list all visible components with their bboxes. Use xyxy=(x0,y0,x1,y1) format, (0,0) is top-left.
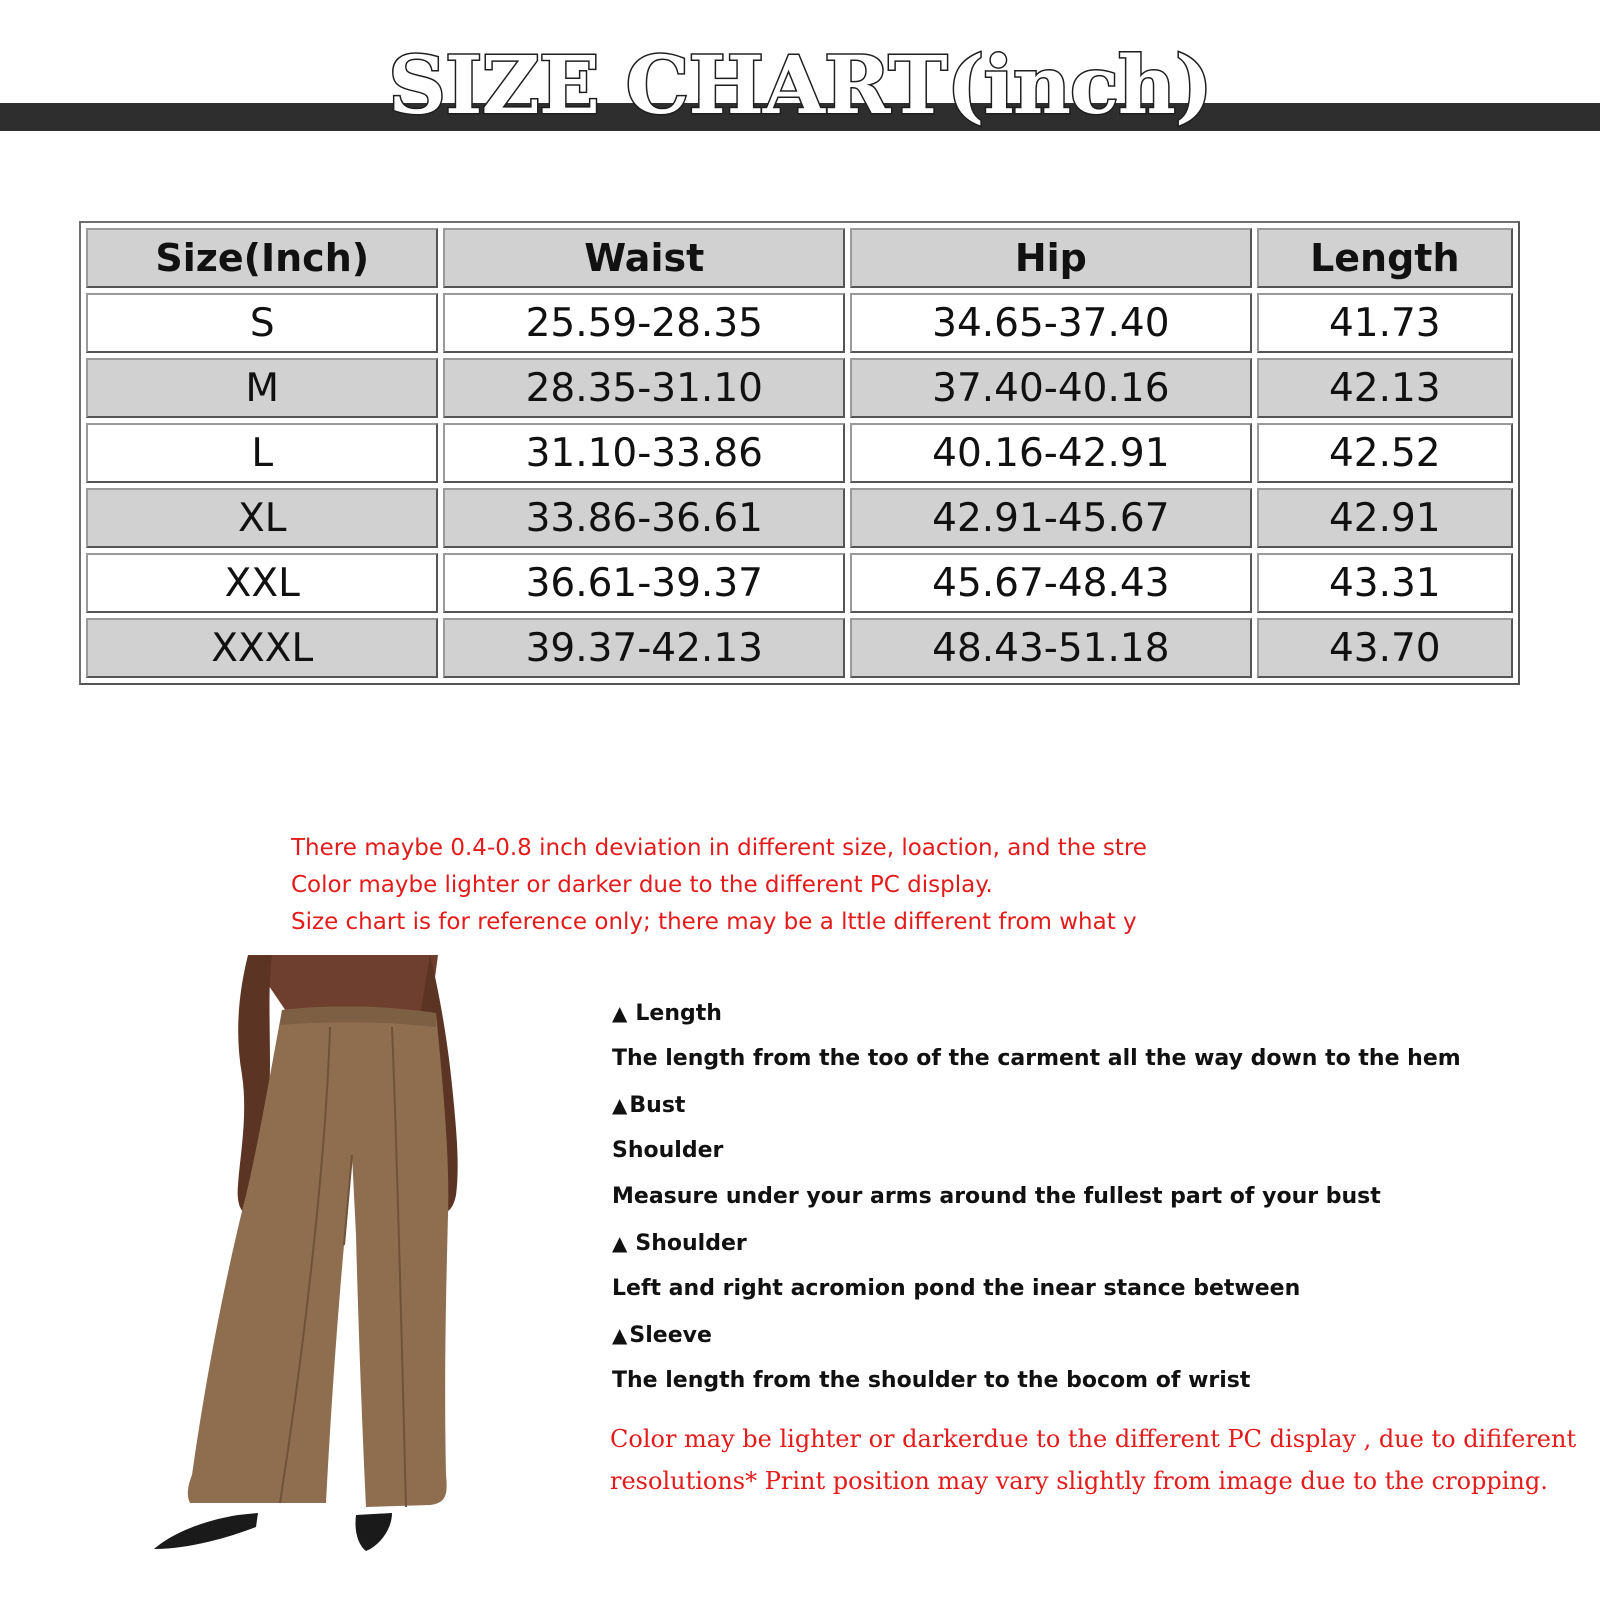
table-cell-hip: 34.65-37.40 xyxy=(850,293,1252,353)
triangle-up-icon: ▲ xyxy=(612,1231,628,1255)
table-cell-waist: 28.35-31.10 xyxy=(443,358,845,418)
note-line: Color may be lighter or darkerdue to the different PC display , due to dififerent xyxy=(610,1425,1577,1453)
column-header-length: Length xyxy=(1257,228,1513,288)
table-cell-waist: 39.37-42.13 xyxy=(443,618,845,678)
guide-heading-shoulder: ▲ Shoulder xyxy=(612,1228,1572,1274)
table-cell-size: L xyxy=(86,423,438,483)
guide-heading-bust: ▲Bust xyxy=(612,1090,1572,1136)
table-row xyxy=(86,423,1513,483)
table-cell-waist: 31.10-33.86 xyxy=(443,423,845,483)
column-header-waist: Waist xyxy=(443,228,845,288)
table-row xyxy=(86,293,1513,353)
table-cell-length: 41.73 xyxy=(1257,293,1513,353)
table-cell-hip: 48.43-51.18 xyxy=(850,618,1252,678)
measurement-guide xyxy=(612,998,1572,1412)
note-line: resolutions* Print position may vary slightly from image due to the cropping. xyxy=(610,1467,1548,1495)
guide-description: The length from the too of the carment all the way down to the hem xyxy=(612,1046,1461,1071)
disclaimer-line: Size chart is for reference only; there may be a lttle different from what y xyxy=(291,909,1137,935)
table-row xyxy=(86,358,1513,418)
table-cell-waist: 33.86-36.61 xyxy=(443,488,845,548)
triangle-up-icon: ▲ xyxy=(612,1093,628,1117)
guide-heading-length: ▲ Length xyxy=(612,998,1572,1044)
size-table xyxy=(79,221,1520,685)
disclaimer-line: There maybe 0.4-0.8 inch deviation in different size, loaction, and the stre xyxy=(291,835,1147,861)
guide-heading-sleeve: ▲Sleeve xyxy=(612,1320,1572,1366)
table-row xyxy=(86,553,1513,613)
table-cell-hip: 37.40-40.16 xyxy=(850,358,1252,418)
disclaimer-line: Color maybe lighter or darker due to the different PC display. xyxy=(291,872,993,898)
table-cell-size: S xyxy=(86,293,438,353)
table-header-row xyxy=(86,228,1513,288)
table-row xyxy=(86,488,1513,548)
table-cell-hip: 45.67-48.43 xyxy=(850,553,1252,613)
table-cell-size: M xyxy=(86,358,438,418)
table-cell-size: XL xyxy=(86,488,438,548)
model-pants xyxy=(188,1007,448,1507)
table-row xyxy=(86,618,1513,678)
table-cell-length: 42.52 xyxy=(1257,423,1513,483)
page-title: SIZE CHART(inch) xyxy=(388,38,1212,132)
column-header-hip: Hip xyxy=(850,228,1252,288)
table-cell-waist: 36.61-39.37 xyxy=(443,553,845,613)
guide-description: Shoulder xyxy=(612,1138,724,1163)
display-color-note xyxy=(610,1418,1577,1502)
guide-description: Measure under your arms around the fullest part of your bust xyxy=(612,1184,1381,1209)
model-left-shoe xyxy=(154,1513,258,1549)
table-cell-size: XXL xyxy=(86,553,438,613)
model-right-shoe xyxy=(355,1513,392,1551)
table-cell-size: XXXL xyxy=(86,618,438,678)
column-header-size: Size(Inch) xyxy=(86,228,438,288)
table-cell-hip: 42.91-45.67 xyxy=(850,488,1252,548)
table-cell-waist: 25.59-28.35 xyxy=(443,293,845,353)
table-cell-length: 42.13 xyxy=(1257,358,1513,418)
guide-description: The length from the shoulder to the bocom of wrist xyxy=(612,1368,1251,1393)
table-cell-length: 43.31 xyxy=(1257,553,1513,613)
deviation-disclaimer xyxy=(291,830,1149,940)
table-cell-hip: 40.16-42.91 xyxy=(850,423,1252,483)
table-cell-length: 43.70 xyxy=(1257,618,1513,678)
triangle-up-icon: ▲ xyxy=(612,1001,628,1025)
table-cell-length: 42.91 xyxy=(1257,488,1513,548)
triangle-up-icon: ▲ xyxy=(612,1323,628,1347)
model-wearing-pants-image xyxy=(130,955,490,1555)
guide-description: Left and right acromion pond the inear stance between xyxy=(612,1276,1301,1301)
